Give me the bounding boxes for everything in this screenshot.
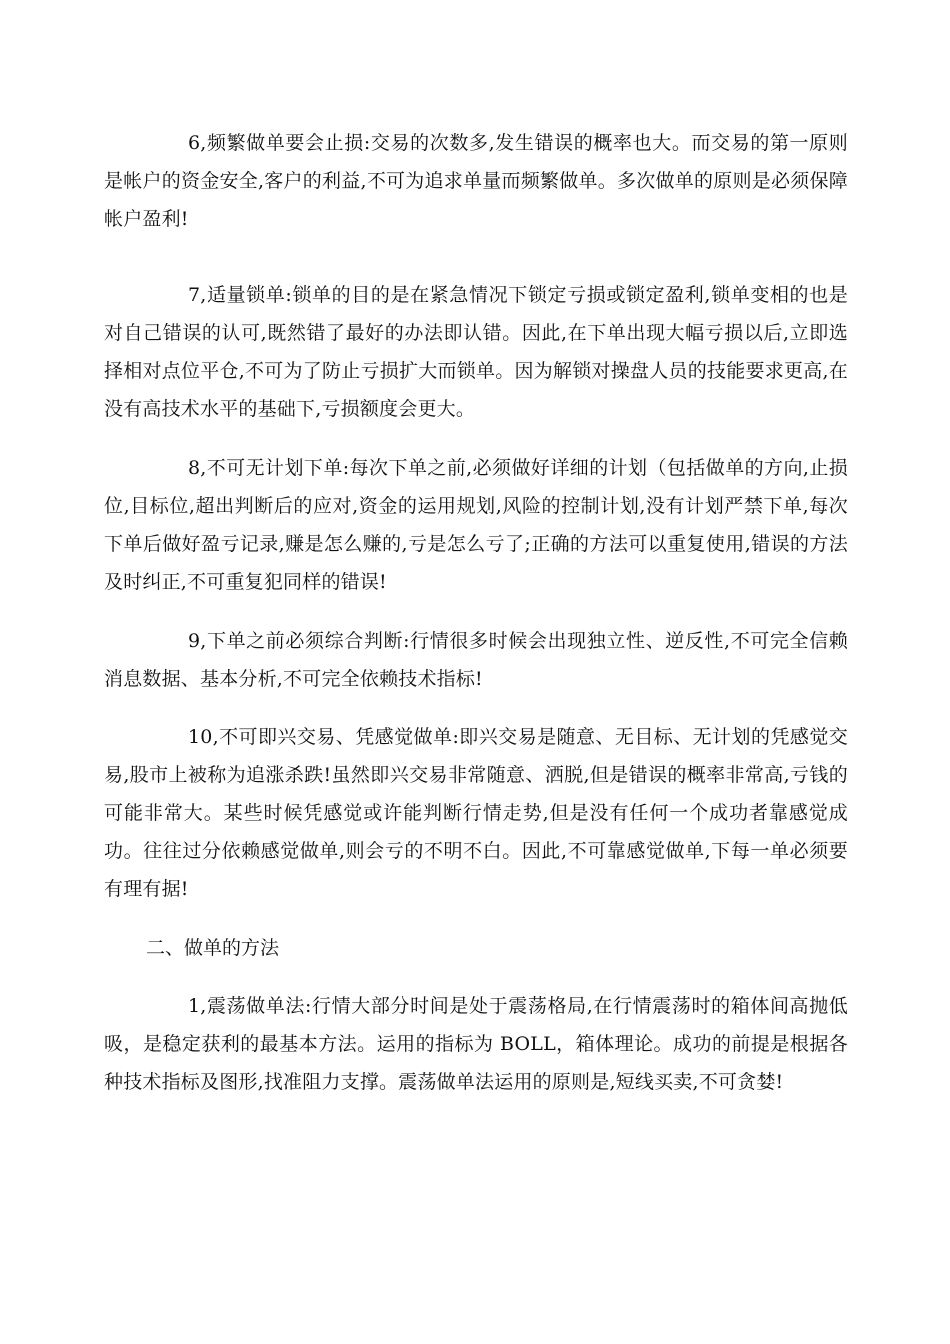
- paragraph-10: [104, 718, 848, 908]
- paragraph-text: 适量锁单:锁单的目的是在紧急情况下锁定亏损或锁定盈利,锁单变相的也是对自己错误的认可,既然错了最好的办法即认错。因此,在下单出现大幅亏损以后,立即选择相对点位平仓,不可为了防止亏损扩大而锁单。因为解锁对操盘人员的技能要求更高,在没有高技术水平的基础下,亏损额度会更大。: [104, 284, 848, 420]
- paragraph-6: [104, 124, 848, 238]
- paragraph-9: [104, 622, 848, 698]
- paragraph-text: 不可无计划下单:每次下单之前,必须做好详细的计划（包括做单的方向,止损位,目标位,超出判断后的应对,资金的运用规划,风险的控制计划,没有计划严禁下单,每次下单后做好盈亏记录,赚是怎么赚的,亏是怎么亏了;正确的方法可以重复使用,错误的方法及时纠正,不可重复犯同样的错误!: [104, 457, 848, 593]
- method-paragraph-1: [104, 987, 848, 1101]
- paragraph-text: 震荡做单法:行情大部分时间是处于震荡格局,在行情震荡时的箱体间高抛低吸，是稳定获利的最基本方法。运用的指标为 BOLL，箱体理论。成功的前提是根据各种技术指标及图形,找准阻力支撑。震荡做单法运用的原则是,短线买卖,不可贪婪!: [104, 995, 848, 1093]
- paragraph-8: [104, 449, 848, 601]
- paragraph-number: 6,: [188, 132, 207, 154]
- paragraph-number: 10,: [188, 726, 219, 748]
- paragraph-7: [104, 276, 848, 428]
- paragraph-number: 7,: [188, 284, 207, 306]
- paragraph-number: 1,: [188, 995, 207, 1017]
- paragraph-number: 8,: [188, 457, 207, 479]
- paragraph-number: 9,: [188, 630, 207, 652]
- paragraph-text: 下单之前必须综合判断:行情很多时候会出现独立性、逆反性,不可完全信赖消息数据、基本分析,不可完全依赖技术指标!: [104, 630, 848, 690]
- paragraph-text: 不可即兴交易、凭感觉做单:即兴交易是随意、无目标、无计划的凭感觉交易,股市上被称为追涨杀跌!虽然即兴交易非常随意、洒脱,但是错误的概率非常高,亏钱的可能非常大。某些时候凭感觉或许能判断行情走势,但是没有任何一个成功者靠感觉成功。往往过分依赖感觉做单,则会亏的不明不白。因此,不可靠感觉做单,下每一单必须要有理有据!: [104, 726, 848, 900]
- section-heading: 二、做单的方法: [146, 937, 280, 959]
- paragraph-text: 频繁做单要会止损:交易的次数多,发生错误的概率也大。而交易的第一原则是帐户的资金安全,客户的利益,不可为追求单量而频繁做单。多次做单的原则是必须保障帐户盈利!: [104, 132, 848, 230]
